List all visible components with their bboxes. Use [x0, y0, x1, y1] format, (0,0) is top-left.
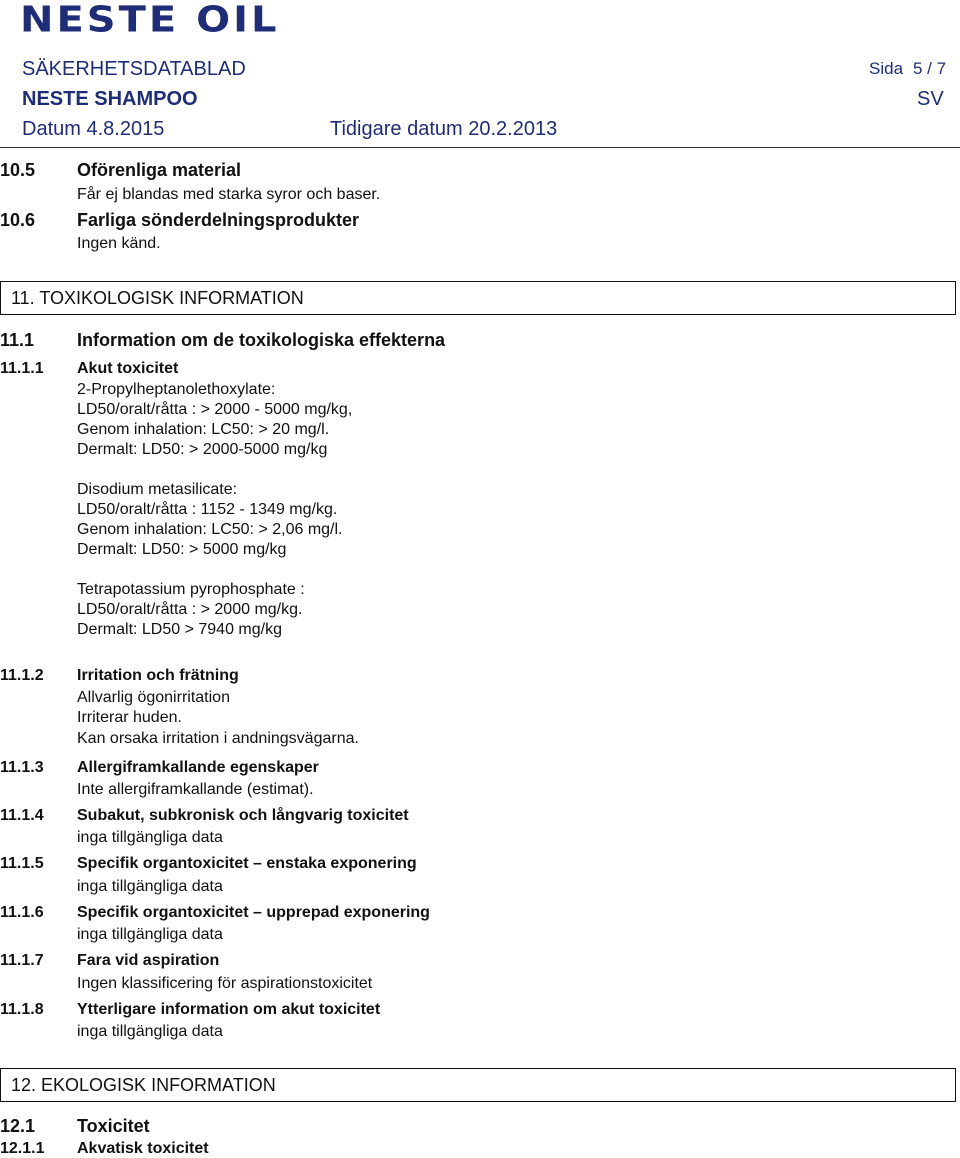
subsection-title: Specifik organtoxicitet – upprepad exponering: [77, 904, 430, 921]
toxicity-line: 2-Propylheptanolethoxylate:: [77, 381, 276, 398]
irritation-line: Allvarlig ögonirritation: [77, 689, 230, 706]
page-number: 5 / 7: [913, 59, 947, 78]
section-text: Får ej blandas med starka syror och baser.: [77, 186, 381, 203]
subsection-number: 11.1.4: [0, 807, 44, 824]
subsection-title: Specifik organtoxicitet – enstaka exponering: [77, 855, 417, 872]
document-date: Datum 4.8.2015: [22, 118, 165, 140]
language-code: SV: [917, 88, 944, 110]
section-title: Toxicitet: [77, 1116, 150, 1136]
toxicity-line: Dermalt: LD50: > 2000-5000 mg/kg: [77, 441, 328, 458]
subsection-title: Subakut, subkronisk och långvarig toxicitet: [77, 807, 409, 824]
toxicity-line: LD50/oralt/råtta : > 2000 mg/kg.: [77, 601, 303, 618]
toxicity-line: LD50/oralt/råtta : > 2000 - 5000 mg/kg,: [77, 401, 353, 418]
toxicity-line: Genom inhalation: LC50: > 2,06 mg/l.: [77, 521, 343, 538]
irritation-line: Irriterar huden.: [77, 709, 182, 726]
subsection-title: Irritation och frätning: [77, 667, 239, 684]
subsection-title: Ytterligare information om akut toxicitet: [77, 1001, 381, 1018]
subsection-text: inga tillgängliga data: [77, 829, 223, 846]
section-text: Ingen känd.: [77, 235, 161, 252]
page-label: Sida: [869, 59, 904, 78]
subsection-number: 11.1.6: [0, 904, 44, 921]
section-title: Information om de toxikologiska effekterna: [77, 330, 446, 350]
document-type: SÄKERHETSDATABLAD: [22, 58, 246, 80]
toxicity-line: Disodium metasilicate:: [77, 481, 238, 498]
subsection-number: 11.1.8: [0, 1001, 44, 1018]
toxicity-line: Dermalt: LD50: > 5000 mg/kg: [77, 541, 287, 558]
subsection-text: Inte allergiframkallande (estimat).: [77, 781, 314, 798]
toxicity-line: Genom inhalation: LC50: > 20 mg/l.: [77, 421, 330, 438]
subsection-title: Akut toxicitet: [77, 360, 179, 377]
section-number: 11.1: [0, 330, 35, 350]
subsection-number: 11.1.2: [0, 667, 44, 684]
section-12-header: [0, 1068, 956, 1102]
subsection-text: inga tillgängliga data: [77, 878, 223, 895]
subsection-number: 11.1.5: [0, 855, 44, 872]
subsection-title: Akvatisk toxicitet: [77, 1140, 209, 1157]
section-title: Farliga sönderdelningsprodukter: [77, 210, 360, 230]
subsection-number: 11.1.3: [0, 759, 44, 776]
toxicity-line: LD50/oralt/råtta : 1152 - 1349 mg/kg.: [77, 501, 338, 518]
previous-date: Tidigare datum 20.2.2013: [330, 118, 558, 140]
section-number: 12.1: [0, 1116, 36, 1136]
header-divider: [0, 147, 960, 148]
subsection-title: Allergiframkallande egenskaper: [77, 759, 319, 776]
subsection-number: 11.1.1: [0, 360, 44, 377]
subsection-title: Fara vid aspiration: [77, 952, 220, 969]
toxicity-line: Dermalt: LD50 > 7940 mg/kg: [77, 621, 282, 638]
section-11-title: 11. TOXIKOLOGISK INFORMATION: [11, 288, 304, 308]
subsection-number: 12.1.1: [0, 1140, 45, 1157]
section-12-title: 12. EKOLOGISK INFORMATION: [11, 1075, 276, 1095]
subsection-text: inga tillgängliga data: [77, 926, 223, 943]
section-number: 10.6: [0, 210, 36, 230]
toxicity-line: Tetrapotassium pyrophosphate :: [77, 581, 305, 598]
subsection-text: inga tillgängliga data: [77, 1023, 223, 1040]
subsection-text: Ingen klassificering för aspirationstoxicitet: [77, 975, 373, 992]
irritation-line: Kan orsaka irritation i andningsvägarna.: [77, 730, 359, 747]
section-number: 10.5: [0, 160, 36, 180]
product-name: NESTE SHAMPOO: [22, 88, 198, 110]
section-11-header: [0, 281, 956, 315]
subsection-number: 11.1.7: [0, 952, 44, 969]
neste-oil-logo: NESTE OIL: [20, 0, 280, 41]
section-title: Oförenliga material: [77, 160, 242, 180]
